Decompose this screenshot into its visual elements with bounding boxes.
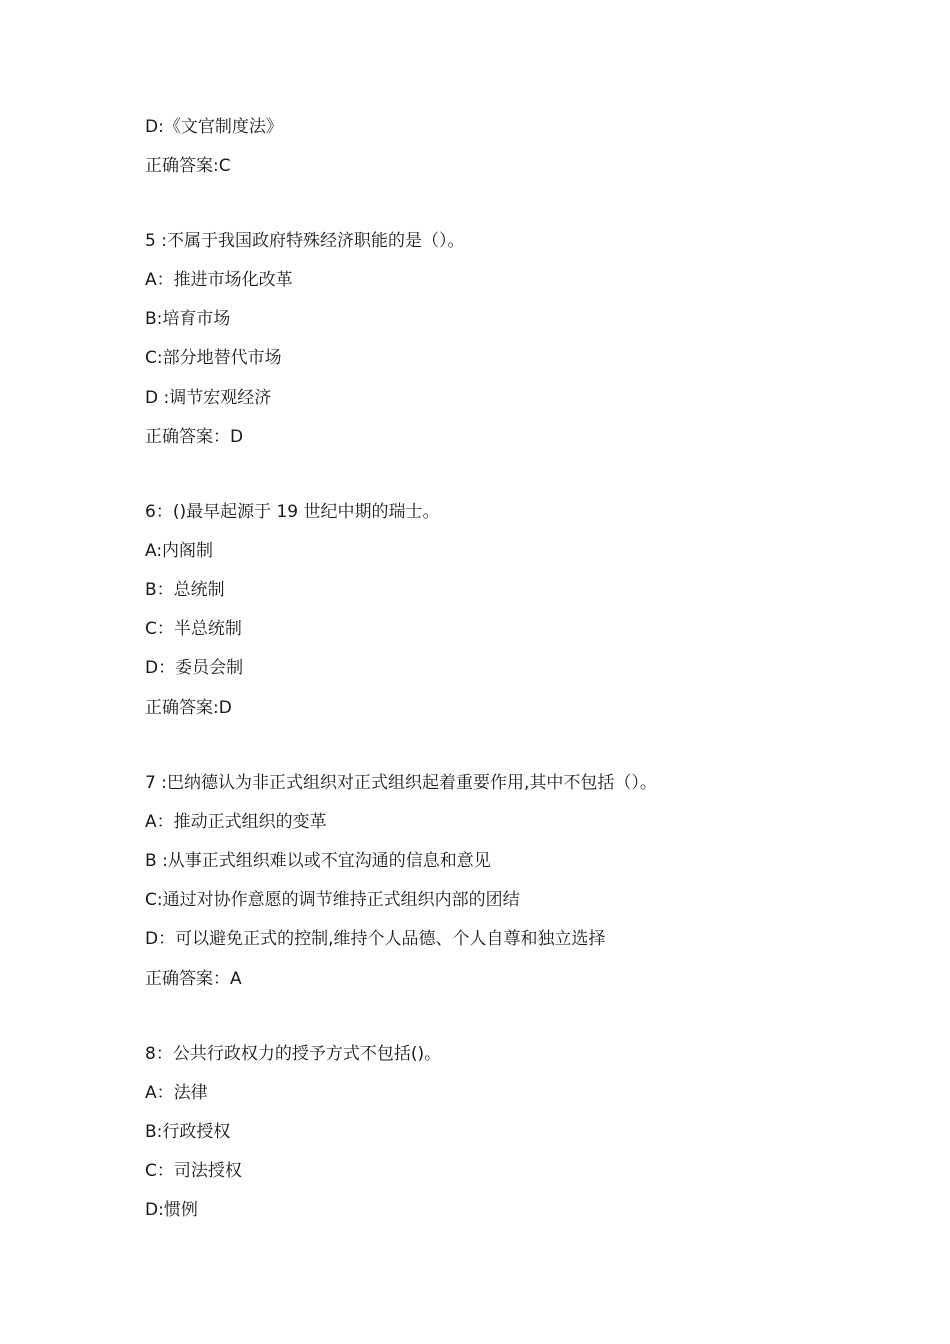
option-d-q6: D：委员会制 — [145, 658, 244, 678]
option-d-q7: D：可以避免正式的控制,维持个人品德、个人自尊和独立选择 — [145, 929, 606, 949]
option-d-q5: D :调节宏观经济 — [145, 388, 272, 408]
answer-q6: 正确答案:D — [145, 698, 232, 718]
option-c-q8: C：司法授权 — [145, 1161, 242, 1181]
answer-q4: 正确答案:C — [145, 156, 231, 176]
option-c-q6: C：半总统制 — [145, 619, 242, 639]
question-8: 8：公共行政权力的授予方式不包括()。 — [145, 1044, 442, 1064]
option-b-q6: B：总统制 — [145, 580, 225, 600]
option-a-q7: A：推动正式组织的变革 — [145, 812, 327, 832]
option-a-q8: A：法律 — [145, 1083, 208, 1103]
question-7: 7 :巴纳德认为非正式组织对正式组织起着重要作用,其中不包括（）。 — [145, 773, 657, 793]
option-a-q6: A:内阁制 — [145, 541, 214, 561]
option-b-q7: B :从事正式组织难以或不宜沟通的信息和意见 — [145, 851, 491, 871]
answer-q7: 正确答案：A — [145, 969, 242, 989]
option-c-q5: C:部分地替代市场 — [145, 348, 282, 368]
answer-q5: 正确答案：D — [145, 427, 244, 447]
question-6: 6：()最早起源于 19 世纪中期的瑞士。 — [145, 502, 440, 522]
question-5: 5 :不属于我国政府特殊经济职能的是（）。 — [145, 231, 465, 251]
option-d-q4: D:《文官制度法》 — [145, 117, 283, 137]
option-b-q8: B:行政授权 — [145, 1122, 231, 1142]
option-b-q5: B:培育市场 — [145, 309, 231, 329]
option-d-q8: D:惯例 — [145, 1200, 198, 1220]
option-c-q7: C:通过对协作意愿的调节维持正式组织内部的团结 — [145, 890, 520, 910]
option-a-q5: A：推进市场化改革 — [145, 270, 293, 290]
